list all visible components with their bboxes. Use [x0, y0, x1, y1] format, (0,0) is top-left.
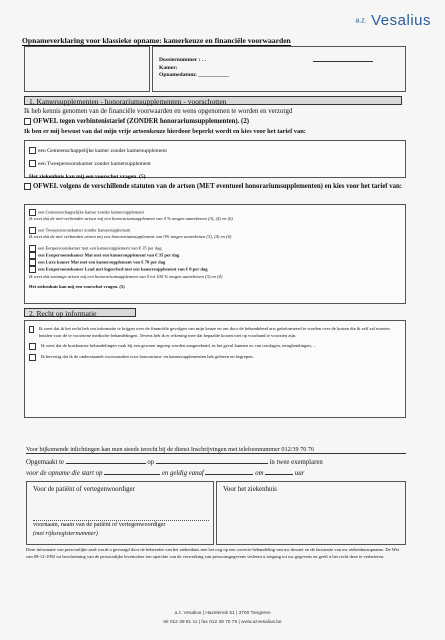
info-line: [313, 61, 373, 62]
a-deposit: Het ziekenhuis kan mij een voorschot vragen. (5): [29, 173, 146, 180]
advance-label: voor de opname die start op: [26, 470, 103, 477]
b-row-6-text: een Eenpersoonskamer Lead met logeerbed met een kamersupplement van € 0 per dag: [38, 266, 208, 272]
valid-field[interactable]: [205, 474, 253, 475]
b-row-3-text: een Eenpersoonskamer met een kamersupplement van € 35 per dag: [38, 245, 162, 251]
footer-address: a.z. Vesalius | Hazelereik 51 | 3700 Tongeren: [174, 611, 271, 616]
a-row-2-checkbox[interactable]: [29, 160, 36, 167]
made-at-field[interactable]: [66, 463, 146, 464]
info-item-3-checkbox[interactable]: [29, 354, 36, 361]
om-label: om: [255, 470, 264, 477]
patient-signature-box[interactable]: [26, 481, 214, 545]
logo-prefix: a.z.: [355, 17, 367, 25]
made-on-field[interactable]: [156, 463, 268, 464]
b-row-2[interactable]: [29, 227, 401, 234]
info-item-3[interactable]: [29, 354, 391, 361]
om-field[interactable]: [265, 474, 293, 475]
uur-label: uur: [294, 470, 305, 477]
patient-sticker-box: [24, 46, 150, 92]
copies-label: in twee exemplaren: [269, 459, 323, 466]
option-b-label[interactable]: [24, 182, 404, 191]
b-row-1-note: Ik weet dat de niet-verbonden artsen mij een honorariumsupplement van 0 % mogen aanrekenen (3), (4) en (6): [29, 216, 233, 222]
b-row-4-checkbox[interactable]: [29, 252, 36, 259]
kamer-label: Kamer:: [159, 64, 178, 71]
b-row-4[interactable]: [29, 252, 401, 259]
b-row-5-checkbox[interactable]: [29, 259, 36, 266]
a-row-1[interactable]: [29, 147, 167, 155]
patient-name-label: voornaam, naam van de patiënt of vertegenwoordiger: [33, 520, 209, 528]
patient-info-box: [152, 46, 406, 92]
made-at-label: Opgemaakt te: [26, 459, 64, 466]
section-2-header: 2. Recht op informatie: [24, 308, 136, 317]
b-row-3[interactable]: [29, 245, 401, 252]
a-row-2[interactable]: [29, 160, 167, 168]
footer-contact: tel 012 39 61 11 | fax 012 39 70 79 | www.azvesalius.be: [163, 620, 282, 625]
info-item-2[interactable]: [29, 343, 391, 350]
info-item-3-text: Ik bevestig dat ik de onderstaande voorwaarden voor honorarium- en kamersupplementen heb gelezen en begrepen.: [41, 354, 254, 360]
option-a-text: OFWEL tegen verbintenistarief (ZONDER honorariumsupplementen). (2): [33, 118, 249, 126]
info-item-2-checkbox[interactable]: [29, 343, 36, 350]
contact-line: Voor bijkomende inlichtingen kan men steeds terecht bij de dienst Inschrijvingen met telefoonnummer 012/39 70 76: [26, 446, 406, 454]
b-row-3-checkbox[interactable]: [29, 245, 36, 252]
advance-field[interactable]: [104, 474, 160, 475]
signing-line-1: [26, 459, 406, 466]
b-row-2-text: een Tweepersoonskamer zonder kamersupplement: [38, 227, 131, 233]
option-b-box: [24, 204, 406, 304]
info-item-2-text: Ik weet dat de kostbaarste behandelingen vaak bij een gewone ingreep worden aangerekend, in het geval kunnen zo van toeslagen, terugbetalingen, ...: [41, 343, 317, 349]
b-row-6[interactable]: [29, 266, 401, 273]
logo-name: Vesalius: [371, 12, 431, 29]
patient-signature-label: Voor de patiënt of vertegenwoordiger: [33, 486, 135, 493]
b-row-1-text: een Gemeenschappelijke kamer zonder kamersupplement: [38, 209, 144, 215]
b-row-6-note: Ik weet dat sommige artsen mij een honorariumsupplement van 0 tot 100 % mogen aanrekenen (3) en (4): [29, 273, 223, 279]
patient-relation-label: (met rijksregisternummer): [33, 530, 98, 537]
signing-line-2: [26, 470, 406, 477]
b-row-2-note: Ik weet dat de niet verbonden artsen mij een honorariumsupplement van 0% mogen aanrekenen (3), (4) en (6): [29, 234, 232, 240]
hospital-signature-box[interactable]: [216, 481, 406, 545]
a-row-2-text: een Tweepersoonskamer zonder kamersupplement: [38, 161, 151, 168]
option-a-note: Ik ben er mij bewust van dat mijn vrije artsenkeuze hierdoor beperkt wordt en kies voor het tarief van:: [24, 128, 306, 135]
b-row-4-text: een Eenpersoonskamer Mat met een kamersupplement van € 35 per dag: [38, 252, 180, 258]
made-on-label: op: [147, 459, 155, 466]
b-row-1[interactable]: [29, 209, 401, 216]
info-item-1[interactable]: [29, 326, 391, 339]
option-a-checkbox[interactable]: [24, 118, 31, 125]
dossiernummer-label: Dossiernummer : . .: [159, 57, 206, 63]
section-2-box: [24, 320, 406, 418]
a-row-1-checkbox[interactable]: [29, 147, 36, 154]
hospital-signature-label: Voor het ziekenhuis: [223, 486, 277, 493]
b-row-5-text: een Luxe kamer Mat met een kamersupplement van € 70 per dag: [38, 259, 166, 265]
b-row-1-checkbox[interactable]: [29, 209, 36, 216]
option-a-label[interactable]: [24, 118, 404, 125]
b-row-6-checkbox[interactable]: [29, 266, 36, 273]
b-row-5[interactable]: [29, 259, 401, 266]
option-a-box: [24, 140, 406, 178]
document-title: Opnameverklaring voor klassieke opname: kamerkeuze en financiële voorwaarden: [22, 36, 291, 45]
b-row-2-checkbox[interactable]: [29, 227, 36, 234]
info-item-1-text: Ik weet dat ik het recht heb om informatie te krijgen over de financiële gevolgen van mijn keuze en om door de behandelend arts geïnformeerd te worden over de kosten die ik zelf zal moeten betalen voor de te voorziene medische behandelingen. Tevens heb ik er rekening mee dat bepaalde kosten niet op voorhand te voorzien zijn.: [38, 326, 390, 338]
section-1-intro: Ik heb kennis genomen van de financiële voorwaarden en wens opgenomen te worden en verzorgd: [24, 108, 293, 115]
a-row-1-text: een Gemeenschappelijke kamer zonder kamersupplement: [38, 147, 167, 154]
valid-label: en geldig vanaf: [161, 470, 204, 477]
opnamedatum-label: Opnamedatum: ___________: [159, 72, 230, 79]
hospital-logo: [355, 12, 431, 30]
info-item-1-checkbox[interactable]: [29, 326, 34, 333]
b-deposit: Het ziekenhuis kan mij een voorschot vragen. (5): [29, 284, 125, 290]
option-b-checkbox[interactable]: [24, 183, 31, 190]
section-1-header: 1. Kamersupplementen - honorariumsupplementen - voorschotten: [24, 96, 402, 105]
option-b-text: OFWEL volgens de verschillende statuten van de artsen (MET eventueel honorariumsupplementen) en kies voor het tarief van:: [33, 183, 403, 190]
privacy-notice: Deze informatie van persoonlijke aard wordt u gevraagd door de beheerder van het ziekenhuis met het oog op een correcte behandeling van uw dossier en de facturatie van uw ziekenhuisopname. De Wet van 08-12-1992 tot bescherming van de persoonlijke levenssfeer ten opzichte van de verwerking van persoonsgegevens verleent u toegang tot uw gegevens en geeft u het recht deze te verbeteren.: [26, 547, 400, 559]
